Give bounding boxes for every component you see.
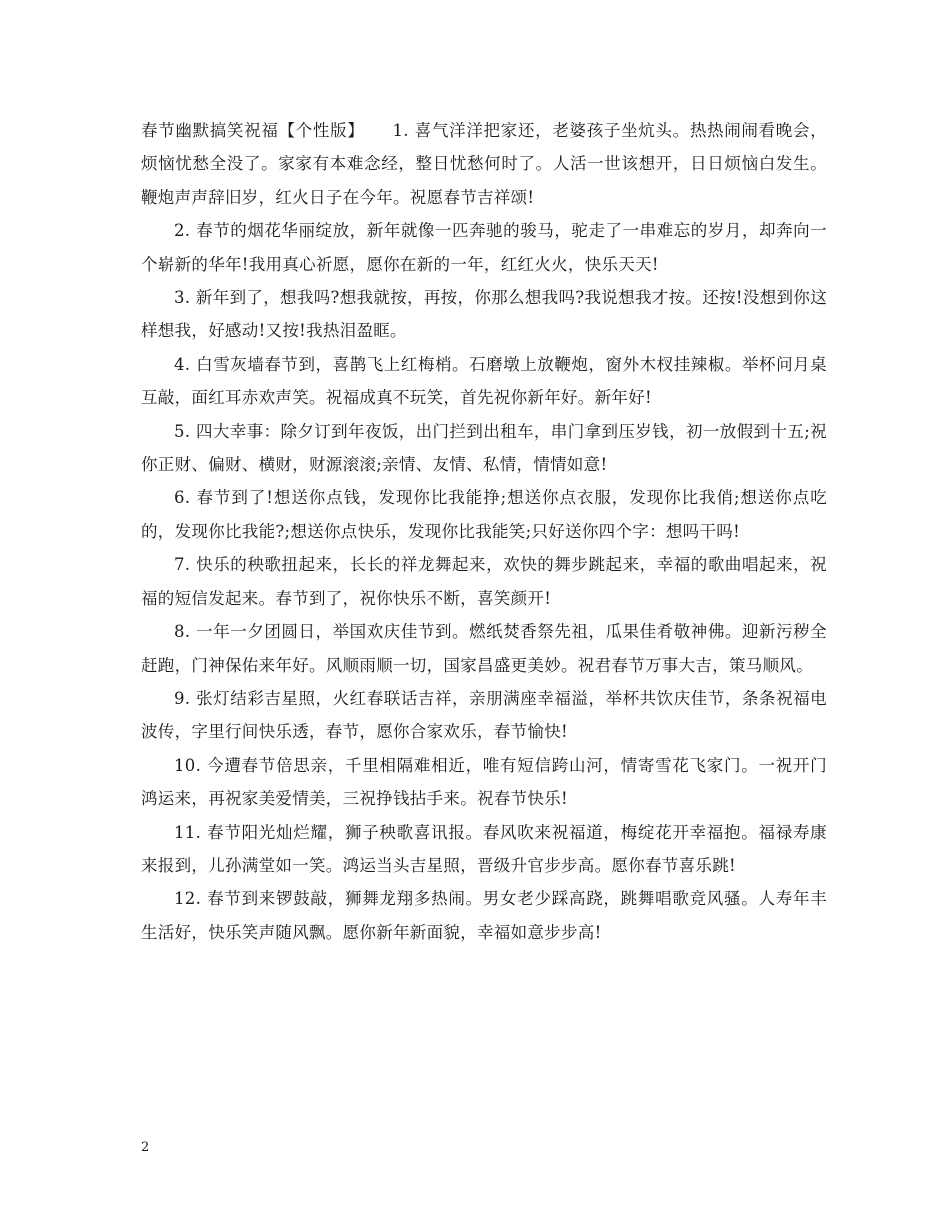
document-title: 春节幽默搞笑祝福【个性版】	[141, 121, 365, 140]
paragraph-3: 3. 新年到了，想我吗?想我就按，再按，你那么想我吗?我说想我才按。还按!没想到你这样想我，好感动!又按!我热泪盈眶。	[141, 288, 827, 341]
paragraph-11: 11. 春节阳光灿烂耀，狮子秧歌喜讯报。春风吹来祝福道，梅绽花开幸福抱。福禄寿康来报到，儿孙满堂如一笑。鸿运当头吉星照，晋级升官步步高。愿你春节喜乐跳!	[141, 822, 827, 875]
page-number: 2	[141, 1140, 150, 1155]
paragraph-10: 10. 今遭春节倍思亲，千里相隔难相近，唯有短信跨山河，情寄雪花飞家门。一祝开门鸿运来，再祝家美爱情美，三祝挣钱拈手来。祝春节快乐!	[141, 755, 827, 809]
paragraph-7: 7. 快乐的秧歌扭起来，长长的祥龙舞起来，欢快的舞步跳起来，幸福的歌曲唱起来，祝福的短信发起来。春节到了，祝你快乐不断，喜笑颜开!	[141, 555, 827, 608]
paragraph-5: 5. 四大幸事：除夕订到年夜饭，出门拦到出租车，串门拿到压岁钱，初一放假到十五;祝你正财、偏财、横财，财源滚滚;亲情、友情、私情，情情如意!	[141, 421, 827, 475]
paragraph-9: 9. 张灯结彩吉星照，火红春联话吉祥，亲朋满座幸福溢，举杯共饮庆佳节，条条祝福电波传，字里行间快乐透，春节，愿你合家欢乐，春节愉快!	[141, 688, 827, 742]
paragraph-6: 6. 春节到了!想送你点钱，发现你比我能挣;想送你点衣服，发现你比我俏;想送你点吃的，发现你比我能?;想送你点快乐，发现你比我能笑;只好送你四个字：想吗干吗!	[141, 488, 827, 541]
paragraph-4: 4. 白雪灰墙春节到，喜鹊飞上红梅梢。石磨墩上放鞭炮，窗外木杈挂辣椒。举杯问月桌互敲，面红耳赤欢声笑。祝福成真不玩笑，首先祝你新年好。新年好!	[141, 354, 827, 408]
paragraph-8: 8. 一年一夕团圆日，举国欢庆佳节到。燃纸焚香祭先祖，瓜果佳肴敬神佛。迎新污秽全赶跑，门神保佑来年好。风顺雨顺一切，国家昌盛更美妙。祝君春节万事大吉，策马顺风。	[141, 622, 827, 675]
paragraph-2: 2. 春节的烟花华丽绽放，新年就像一匹奔驰的骏马，驼走了一串难忘的岁月，却奔向一个崭新的华年!我用真心祈愿，愿你在新的一年，红红火火，快乐天天!	[141, 221, 827, 274]
paragraph-12: 12. 春节到来锣鼓敲，狮舞龙翔多热闹。男女老少踩高跷，跳舞唱歌竞风骚。人寿年丰生活好，快乐笑声随风飘。愿你新年新面貌，幸福如意步步高!	[141, 889, 827, 942]
document-body	[141, 114, 827, 949]
paragraph-1: 1. 喜气洋洋把家还，老婆孩子坐炕头。热热闹闹看晚会，烦恼忧愁全没了。家家有本难念经，整日忧愁何时了。人活一世该想开，日日烦恼白发生。鞭炮声声辞旧岁，红火日子在今年。祝愿春节吉祥颂!	[141, 121, 827, 207]
intro-paragraph	[141, 114, 827, 214]
